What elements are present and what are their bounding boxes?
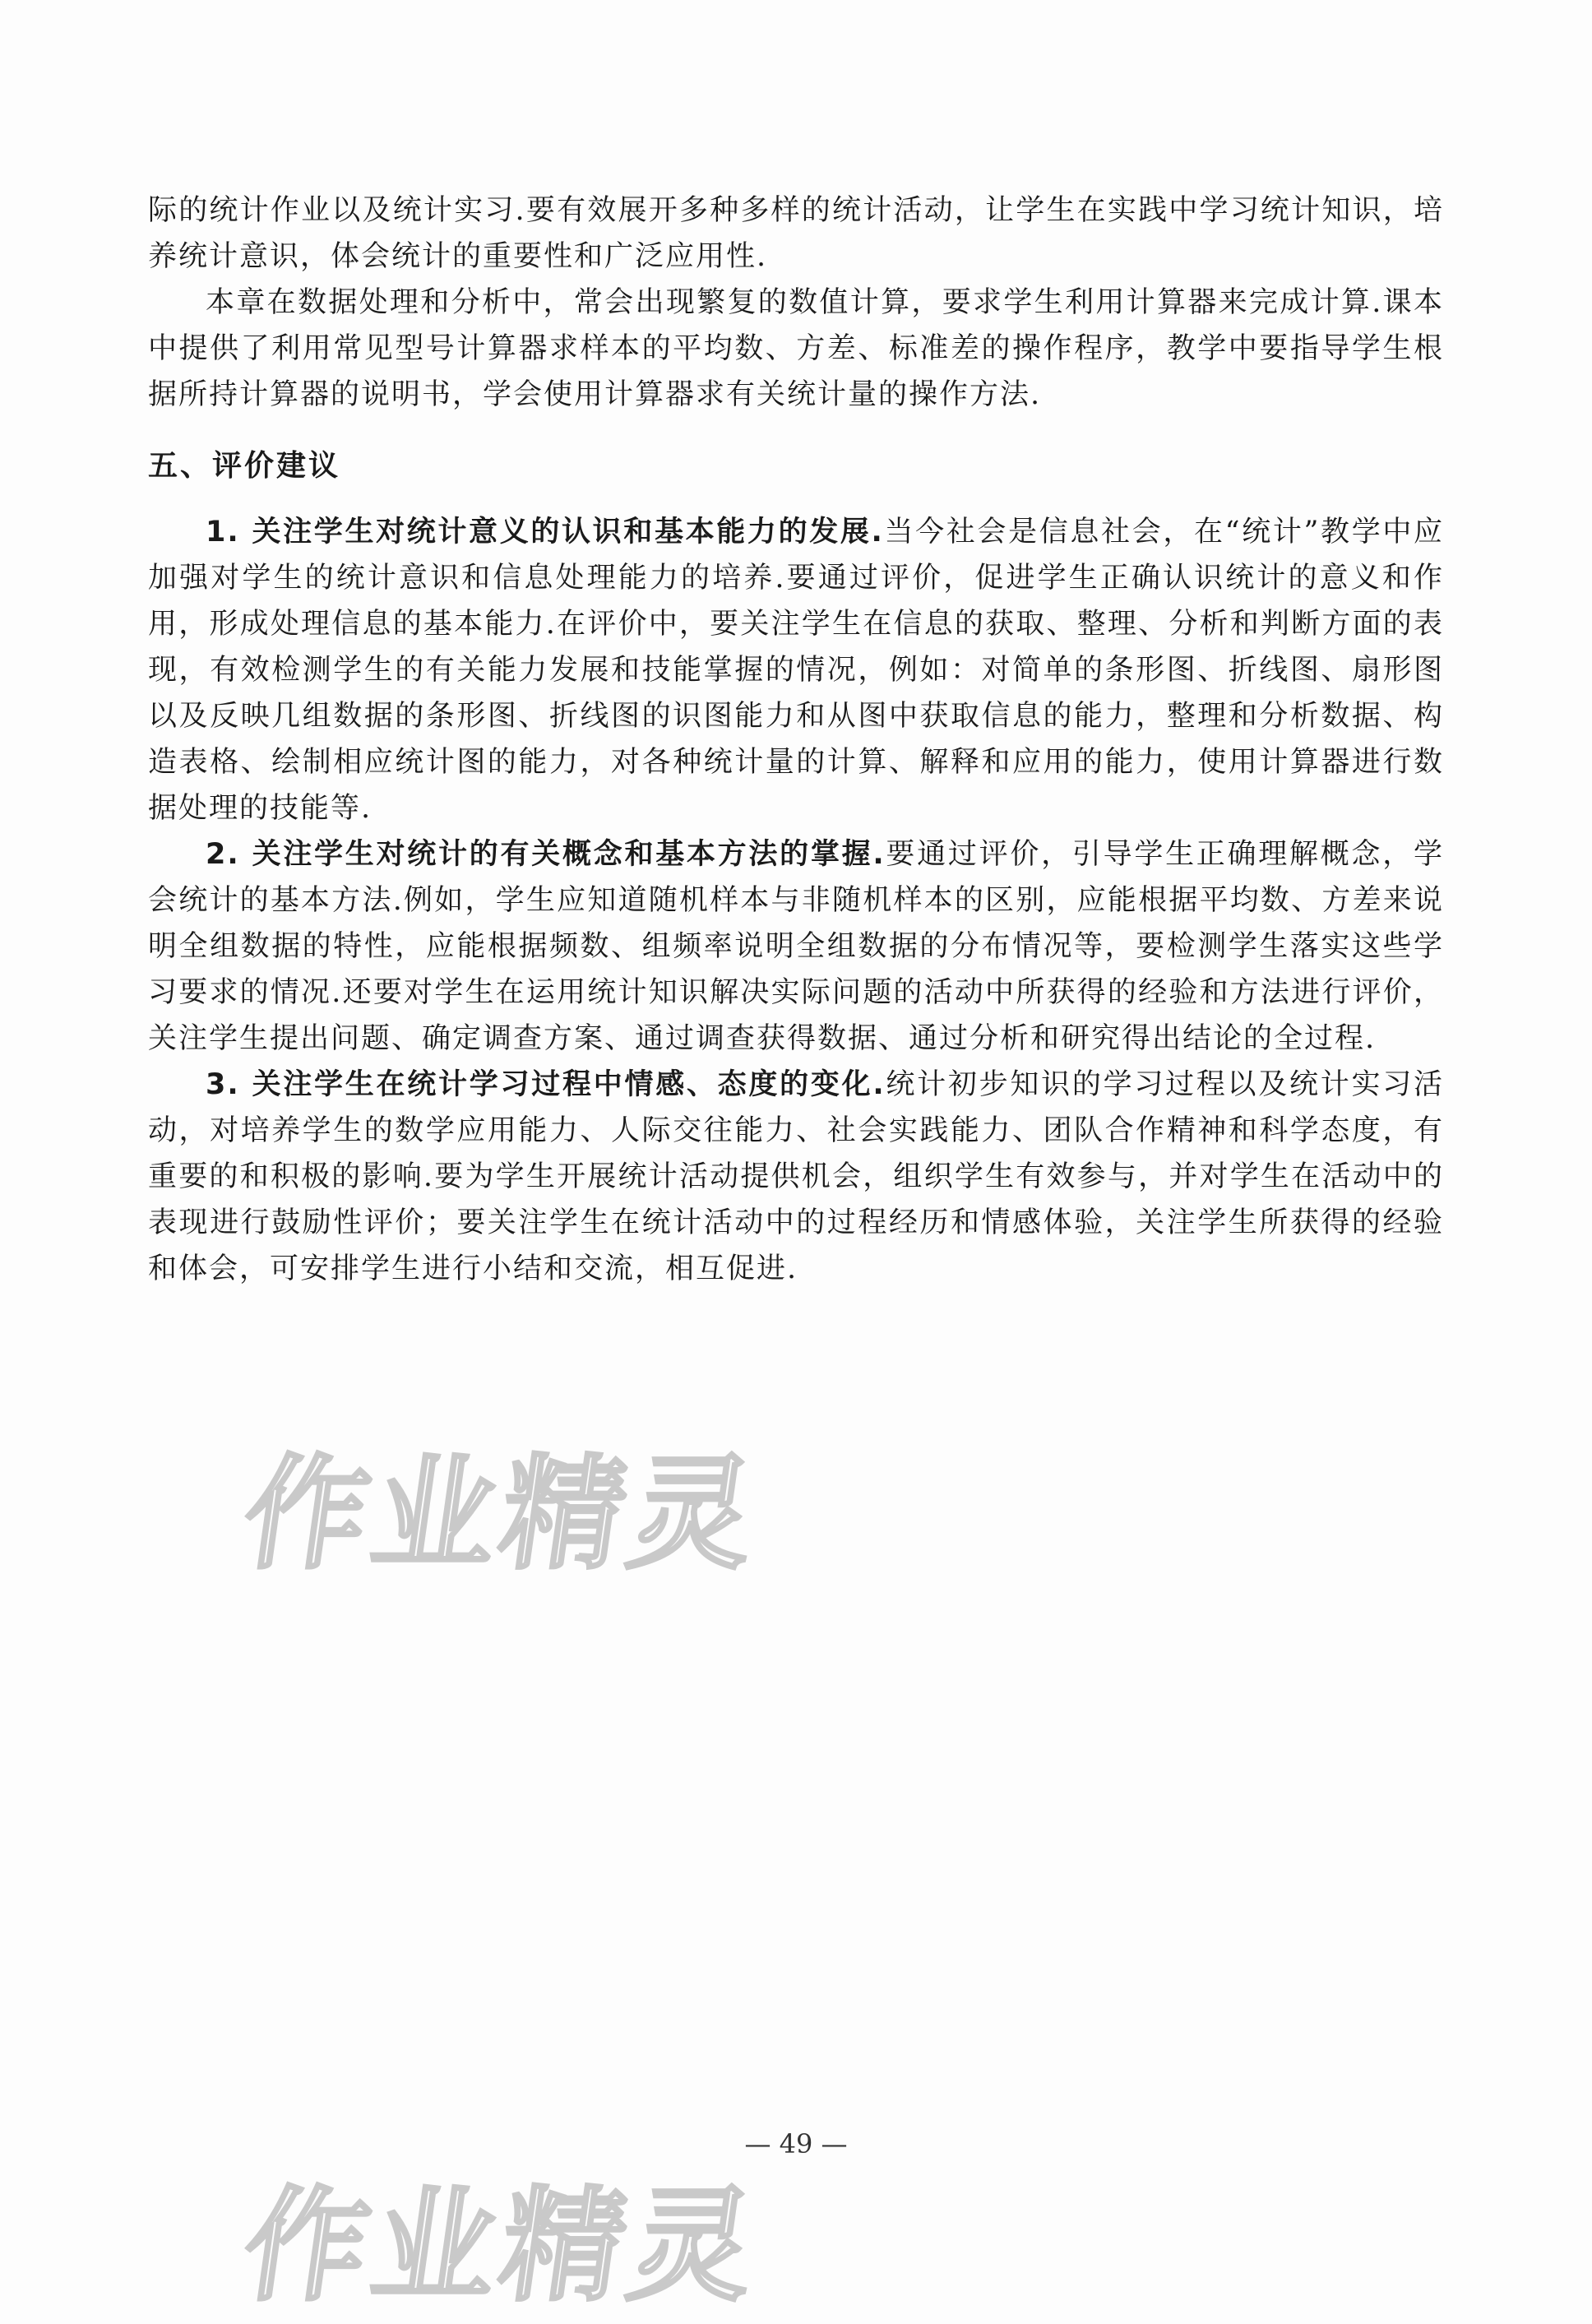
evaluation-item-3-lead: 3. 关注学生在统计学习过程中情感、态度的变化. xyxy=(206,1068,886,1101)
evaluation-item-1 xyxy=(148,509,1444,831)
evaluation-item-2-lead: 2. 关注学生对统计的有关概念和基本方法的掌握. xyxy=(206,838,886,871)
page-number: — 49 — xyxy=(744,2128,848,2160)
evaluation-item-1-lead: 1. 关注学生对统计意义的认识和基本能力的发展. xyxy=(206,516,884,549)
paragraph-continued: 际的统计作业以及统计实习.要有效展开多种多样的统计活动，让学生在实践中学习统计知识，培养统计意识，体会统计的重要性和广泛应用性. xyxy=(148,194,1444,273)
evaluation-item-3 xyxy=(148,1062,1444,1292)
evaluation-item-2-text: 要通过评价，引导学生正确理解概念，学会统计的基本方法.例如，学生应知道随机样本与非随机样本的区别，应能根据平均数、方差来说明全组数据的特性，应能根据频数、组频率说明全组数据的分布情况等，要检测学生落实这些学习要求的情况.还要对学生在运用统计知识解决实际问题的活动中所获得的经验和方法进行评价，关注学生提出问题、确定调查方案、通过调查获得数据、通过分析和研究得出结论的全过程. xyxy=(148,838,1444,1055)
evaluation-item-2 xyxy=(148,831,1444,1062)
watermark-logo-bottom: 作业精灵 xyxy=(234,2175,769,2318)
page-content xyxy=(148,187,1444,1292)
section-heading: 五、评价建议 xyxy=(148,449,341,483)
paragraph-calculator: 本章在数据处理和分析中，常会出现繁复的数值计算，要求学生利用计算器来完成计算.课本中提供了利用常见型号计算器求样本的平均数、方差、标准差的操作程序，教学中要指导学生根据所持计算器的说明书，学会使用计算器求有关统计量的操作方法. xyxy=(148,286,1444,411)
evaluation-item-1-text: 当今社会是信息社会，在“统计”教学中应加强对学生的统计意识和信息处理能力的培养.要通过评价，促进学生正确认识统计的意义和作用，形成处理信息的基本能力.在评价中，要关注学生在信息的获取、整理、分析和判断方面的表现，有效检测学生的有关能力发展和技能掌握的情况，例如：对简单的条形图、折线图、扇形图以及反映几组数据的条形图、折线图的识图能力和从图中获取信息的能力，整理和分析数据、构造表格、绘制相应统计图的能力，对各种统计量的计算、解释和应用的能力，使用计算器进行数据处理的技能等. xyxy=(148,516,1444,825)
evaluation-item-3-text: 统计初步知识的学习过程以及统计实习活动，对培养学生的数学应用能力、人际交往能力、社会实践能力、团队合作精神和科学态度，有重要的和积极的影响.要为学生开展统计活动提供机会，组织学生有效参与，并对学生在活动中的表现进行鼓励性评价；要关注学生在统计活动中的过程经历和情感体验，关注学生所获得的经验和体会，可安排学生进行小结和交流，相互促进. xyxy=(148,1068,1444,1285)
watermark-logo: 作业精灵 xyxy=(234,1443,769,1586)
